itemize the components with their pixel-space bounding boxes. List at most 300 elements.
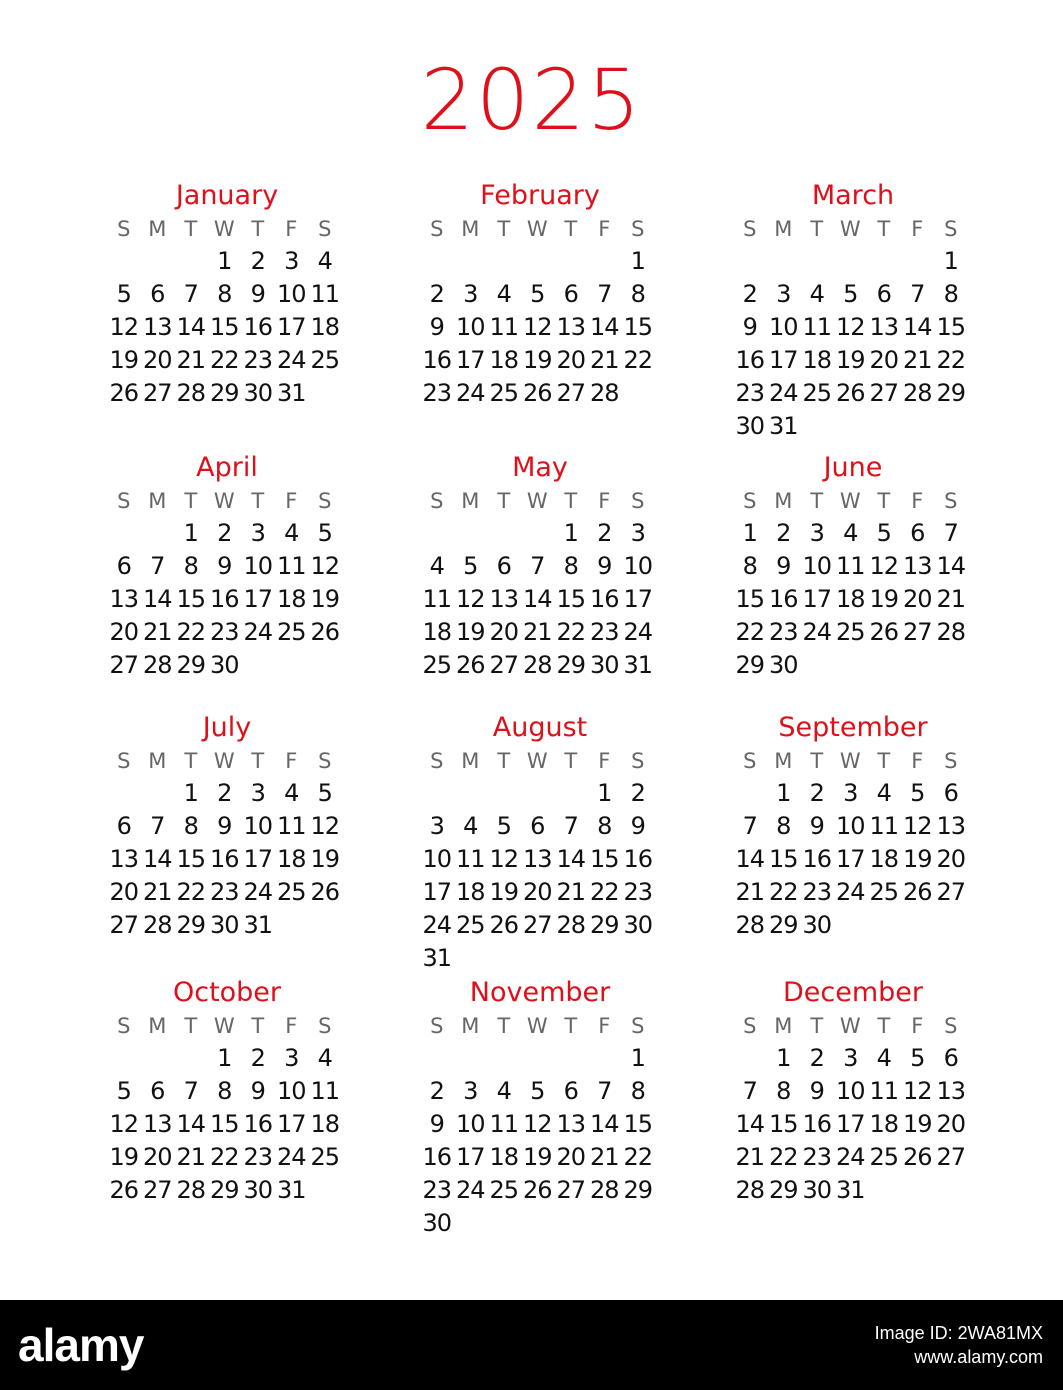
day-cell: 17 (835, 845, 865, 873)
day-cell: 14 (902, 313, 932, 341)
day-cell: 7 (597, 1077, 612, 1105)
weekday-header: T (564, 1014, 578, 1038)
day-cell: 31 (276, 379, 306, 407)
day-cell: 10 (835, 1077, 865, 1105)
month-name: May (512, 452, 568, 483)
weekday-header: M (461, 749, 480, 773)
weekday-header: S (743, 217, 757, 241)
weekday-header: T (877, 217, 891, 241)
day-cell: 19 (835, 346, 865, 374)
day-cell: 24 (768, 379, 798, 407)
day-cell: 12 (522, 1110, 552, 1138)
day-cell: 10 (802, 552, 832, 580)
empty-cell (174, 245, 208, 278)
day-cell: 14 (936, 552, 966, 580)
weekday-header: T (564, 749, 578, 773)
day-cell: 9 (776, 552, 791, 580)
day-cell: 22 (209, 1143, 239, 1171)
day-cell: 4 (429, 552, 444, 580)
day-cell: 13 (142, 1110, 172, 1138)
weekday-header: S (743, 489, 757, 513)
day-cell: 6 (876, 280, 891, 308)
day-cell: 15 (556, 585, 586, 613)
day-cell: 31 (243, 911, 273, 939)
day-cell: 6 (116, 812, 131, 840)
day-cell: 17 (455, 346, 485, 374)
month-name: October (172, 977, 282, 1008)
day-cell: 23 (589, 618, 619, 646)
month-grid (733, 1011, 973, 1207)
day-cell: 19 (902, 845, 932, 873)
weekday-header: S (944, 217, 958, 241)
day-cell: 10 (276, 1077, 306, 1105)
day-cell: 3 (284, 247, 299, 275)
weekday-header: T (497, 1014, 511, 1038)
day-cell: 22 (556, 618, 586, 646)
month-name: April (196, 452, 258, 483)
month-february (420, 178, 660, 410)
day-cell: 21 (902, 346, 932, 374)
day-cell: 4 (876, 779, 891, 807)
day-cell: 15 (176, 845, 206, 873)
weekday-header: S (631, 749, 645, 773)
month-name: November (469, 977, 611, 1008)
day-cell: 17 (243, 585, 273, 613)
month-grid (107, 1011, 347, 1207)
empty-cell (588, 1042, 622, 1075)
day-cell: 6 (116, 552, 131, 580)
day-cell: 8 (597, 812, 612, 840)
day-cell: 23 (209, 618, 239, 646)
weekday-header: W (526, 217, 548, 241)
month-grid (107, 746, 347, 942)
day-cell: 7 (530, 552, 545, 580)
day-cell: 18 (455, 878, 485, 906)
day-cell: 26 (455, 651, 485, 679)
day-cell: 16 (623, 845, 653, 873)
day-cell: 27 (489, 651, 519, 679)
empty-cell (487, 245, 521, 278)
month-grid (420, 746, 660, 975)
day-cell: 4 (284, 519, 299, 547)
day-cell: 30 (735, 412, 765, 440)
weekday-header: W (213, 489, 235, 513)
empty-cell (733, 1042, 767, 1075)
month-grid (420, 214, 660, 410)
empty-cell (554, 1042, 588, 1075)
weekday-header: T (877, 1014, 891, 1038)
day-cell: 15 (768, 1110, 798, 1138)
day-cell: 6 (563, 280, 578, 308)
day-cell: 11 (310, 280, 340, 308)
empty-cell (521, 517, 555, 550)
day-cell: 11 (802, 313, 832, 341)
day-cell: 26 (902, 878, 932, 906)
day-cell: 30 (422, 1209, 452, 1237)
day-cell: 18 (489, 1143, 519, 1171)
day-cell: 16 (802, 1110, 832, 1138)
month-grid (733, 486, 973, 682)
day-cell: 2 (597, 519, 612, 547)
day-cell: 22 (623, 1143, 653, 1171)
weekday-header: S (430, 1014, 444, 1038)
day-cell: 19 (522, 346, 552, 374)
day-cell: 26 (109, 1176, 139, 1204)
empty-cell (554, 777, 588, 810)
day-cell: 30 (768, 651, 798, 679)
day-cell: 5 (876, 519, 891, 547)
month-january (107, 178, 347, 410)
day-cell: 22 (768, 878, 798, 906)
weekday-header: M (774, 1014, 793, 1038)
day-cell: 21 (176, 346, 206, 374)
day-cell: 5 (530, 1077, 545, 1105)
day-cell: 8 (563, 552, 578, 580)
day-cell: 5 (317, 779, 332, 807)
day-cell: 3 (463, 280, 478, 308)
weekday-header: M (461, 1014, 480, 1038)
day-cell: 13 (109, 845, 139, 873)
day-cell: 2 (809, 1044, 824, 1072)
day-cell: 9 (250, 1077, 265, 1105)
day-cell: 9 (429, 313, 444, 341)
day-cell: 22 (589, 878, 619, 906)
day-cell: 10 (835, 812, 865, 840)
day-cell: 18 (835, 585, 865, 613)
day-cell: 18 (422, 618, 452, 646)
day-cell: 29 (768, 911, 798, 939)
day-cell: 24 (243, 878, 273, 906)
day-cell: 9 (630, 812, 645, 840)
empty-cell (141, 777, 175, 810)
day-cell: 15 (589, 845, 619, 873)
day-cell: 13 (522, 845, 552, 873)
weekday-header: S (318, 217, 332, 241)
weekday-header: M (148, 217, 167, 241)
month-june (733, 450, 973, 682)
day-cell: 28 (176, 379, 206, 407)
day-cell: 29 (209, 1176, 239, 1204)
weekday-header: W (213, 1014, 235, 1038)
day-cell: 19 (522, 1143, 552, 1171)
day-cell: 16 (243, 1110, 273, 1138)
day-cell: 8 (630, 280, 645, 308)
day-cell: 25 (276, 618, 306, 646)
day-cell: 20 (936, 845, 966, 873)
day-cell: 28 (589, 1176, 619, 1204)
weekday-header: S (117, 217, 131, 241)
day-cell: 26 (310, 618, 340, 646)
weekday-header: S (430, 749, 444, 773)
month-august (420, 710, 660, 975)
day-cell: 7 (742, 1077, 757, 1105)
day-cell: 20 (556, 1143, 586, 1171)
day-cell: 14 (176, 1110, 206, 1138)
empty-cell (454, 777, 488, 810)
weekday-header: T (184, 1014, 198, 1038)
month-name: December (782, 977, 923, 1008)
empty-cell (107, 245, 141, 278)
weekday-header: F (285, 749, 298, 773)
day-cell: 13 (142, 313, 172, 341)
empty-cell (521, 1042, 555, 1075)
day-cell: 27 (522, 911, 552, 939)
day-cell: 29 (768, 1176, 798, 1204)
day-cell: 25 (455, 911, 485, 939)
day-cell: 3 (809, 519, 824, 547)
day-cell: 11 (276, 812, 306, 840)
day-cell: 27 (142, 1176, 172, 1204)
day-cell: 15 (936, 313, 966, 341)
day-cell: 29 (589, 911, 619, 939)
weekday-header: S (944, 489, 958, 513)
day-cell: 2 (742, 280, 757, 308)
footer-bar (0, 1300, 1063, 1390)
weekday-header: M (148, 1014, 167, 1038)
month-april (107, 450, 347, 682)
day-cell: 24 (835, 1143, 865, 1171)
month-name: January (175, 180, 279, 211)
day-cell: 12 (869, 552, 899, 580)
weekday-header: S (318, 1014, 332, 1038)
day-cell: 20 (522, 878, 552, 906)
day-cell: 23 (422, 1176, 452, 1204)
day-cell: 23 (768, 618, 798, 646)
day-cell: 22 (176, 618, 206, 646)
day-cell: 9 (597, 552, 612, 580)
day-cell: 18 (310, 1110, 340, 1138)
empty-cell (767, 245, 801, 278)
day-cell: 28 (176, 1176, 206, 1204)
day-cell: 16 (209, 845, 239, 873)
weekday-header: S (743, 749, 757, 773)
day-cell: 20 (869, 346, 899, 374)
weekday-header: F (598, 489, 611, 513)
day-cell: 29 (735, 651, 765, 679)
weekday-header: S (318, 749, 332, 773)
day-cell: 20 (556, 346, 586, 374)
day-cell: 9 (429, 1110, 444, 1138)
day-cell: 30 (243, 1176, 273, 1204)
day-cell: 31 (768, 412, 798, 440)
day-cell: 15 (623, 313, 653, 341)
day-cell: 10 (422, 845, 452, 873)
empty-cell (454, 517, 488, 550)
weekday-header: S (117, 489, 131, 513)
day-cell: 7 (183, 1077, 198, 1105)
day-cell: 17 (422, 878, 452, 906)
weekday-header: T (184, 217, 198, 241)
day-cell: 16 (768, 585, 798, 613)
day-cell: 8 (776, 812, 791, 840)
day-cell: 21 (589, 1143, 619, 1171)
day-cell: 27 (936, 1143, 966, 1171)
day-cell: 27 (869, 379, 899, 407)
day-cell: 5 (116, 1077, 131, 1105)
day-cell: 6 (150, 1077, 165, 1105)
day-cell: 8 (217, 280, 232, 308)
weekday-header: M (774, 489, 793, 513)
weekday-header: W (213, 217, 235, 241)
day-cell: 18 (276, 845, 306, 873)
day-cell: 30 (589, 651, 619, 679)
month-may (420, 450, 660, 682)
day-cell: 18 (869, 845, 899, 873)
day-cell: 4 (843, 519, 858, 547)
day-cell: 4 (284, 779, 299, 807)
day-cell: 25 (276, 878, 306, 906)
weekday-header: T (497, 489, 511, 513)
day-cell: 18 (310, 313, 340, 341)
weekday-header: W (839, 217, 861, 241)
day-cell: 23 (243, 1143, 273, 1171)
day-cell: 19 (869, 585, 899, 613)
day-cell: 25 (835, 618, 865, 646)
day-cell: 19 (109, 1143, 139, 1171)
day-cell: 11 (455, 845, 485, 873)
day-cell: 5 (496, 812, 511, 840)
day-cell: 30 (623, 911, 653, 939)
day-cell: 8 (183, 552, 198, 580)
day-cell: 25 (422, 651, 452, 679)
weekday-header: F (285, 1014, 298, 1038)
empty-cell (107, 517, 141, 550)
day-cell: 8 (943, 280, 958, 308)
empty-cell (901, 245, 935, 278)
day-cell: 6 (563, 1077, 578, 1105)
day-cell: 1 (630, 247, 645, 275)
day-cell: 10 (243, 812, 273, 840)
day-cell: 19 (109, 346, 139, 374)
day-cell: 8 (630, 1077, 645, 1105)
day-cell: 2 (429, 280, 444, 308)
day-cell: 12 (902, 812, 932, 840)
day-cell: 9 (250, 280, 265, 308)
empty-cell (588, 245, 622, 278)
day-cell: 1 (183, 519, 198, 547)
day-cell: 10 (455, 313, 485, 341)
day-cell: 29 (936, 379, 966, 407)
day-cell: 4 (809, 280, 824, 308)
day-cell: 4 (496, 1077, 511, 1105)
day-cell: 25 (310, 346, 340, 374)
weekday-header: F (285, 489, 298, 513)
day-cell: 26 (869, 618, 899, 646)
day-cell: 16 (209, 585, 239, 613)
day-cell: 12 (109, 313, 139, 341)
weekday-header: M (148, 489, 167, 513)
day-cell: 23 (422, 379, 452, 407)
day-cell: 20 (489, 618, 519, 646)
day-cell: 20 (936, 1110, 966, 1138)
day-cell: 29 (176, 911, 206, 939)
day-cell: 28 (142, 911, 172, 939)
day-cell: 2 (217, 779, 232, 807)
weekday-header: S (117, 749, 131, 773)
day-cell: 24 (276, 346, 306, 374)
calendar-year-title: 2025 (420, 51, 643, 149)
day-cell: 1 (776, 779, 791, 807)
weekday-header: S (430, 489, 444, 513)
month-name: February (480, 180, 600, 211)
day-cell: 4 (496, 280, 511, 308)
day-cell: 21 (936, 585, 966, 613)
day-cell: 31 (276, 1176, 306, 1204)
day-cell: 17 (276, 1110, 306, 1138)
day-cell: 21 (589, 346, 619, 374)
empty-cell (174, 1042, 208, 1075)
day-cell: 10 (455, 1110, 485, 1138)
day-cell: 12 (310, 552, 340, 580)
month-october (107, 975, 347, 1207)
day-cell: 5 (910, 1044, 925, 1072)
day-cell: 4 (317, 1044, 332, 1072)
day-cell: 15 (209, 1110, 239, 1138)
day-cell: 13 (556, 313, 586, 341)
day-cell: 21 (735, 1143, 765, 1171)
weekday-header: F (911, 749, 924, 773)
day-cell: 9 (217, 552, 232, 580)
day-cell: 25 (802, 379, 832, 407)
day-cell: 2 (250, 247, 265, 275)
day-cell: 24 (243, 618, 273, 646)
empty-cell (487, 1042, 521, 1075)
weekday-header: T (251, 489, 265, 513)
day-cell: 24 (422, 911, 452, 939)
weekday-header: T (251, 1014, 265, 1038)
empty-cell (834, 245, 868, 278)
day-cell: 1 (742, 519, 757, 547)
weekday-header: M (461, 489, 480, 513)
day-cell: 12 (455, 585, 485, 613)
image-id-label: Image ID: 2WA81MX (874, 1323, 1043, 1343)
day-cell: 1 (563, 519, 578, 547)
day-cell: 11 (835, 552, 865, 580)
weekday-header: S (631, 489, 645, 513)
day-cell: 28 (735, 911, 765, 939)
day-cell: 30 (802, 911, 832, 939)
day-cell: 31 (422, 944, 452, 972)
weekday-header: T (497, 749, 511, 773)
day-cell: 18 (276, 585, 306, 613)
day-cell: 21 (176, 1143, 206, 1171)
day-cell: 8 (776, 1077, 791, 1105)
day-cell: 17 (835, 1110, 865, 1138)
day-cell: 16 (802, 845, 832, 873)
day-cell: 25 (310, 1143, 340, 1171)
day-cell: 4 (876, 1044, 891, 1072)
day-cell: 6 (943, 1044, 958, 1072)
day-cell: 13 (489, 585, 519, 613)
empty-cell (420, 1042, 454, 1075)
weekday-header: T (184, 489, 198, 513)
day-cell: 9 (809, 812, 824, 840)
day-cell: 29 (176, 651, 206, 679)
day-cell: 24 (276, 1143, 306, 1171)
weekday-header: W (839, 489, 861, 513)
day-cell: 23 (802, 1143, 832, 1171)
day-cell: 7 (597, 280, 612, 308)
weekday-header: T (564, 217, 578, 241)
weekday-header: F (598, 217, 611, 241)
day-cell: 28 (522, 651, 552, 679)
month-december (733, 975, 973, 1207)
day-cell: 12 (109, 1110, 139, 1138)
day-cell: 2 (776, 519, 791, 547)
day-cell: 10 (276, 280, 306, 308)
day-cell: 7 (150, 552, 165, 580)
day-cell: 12 (522, 313, 552, 341)
